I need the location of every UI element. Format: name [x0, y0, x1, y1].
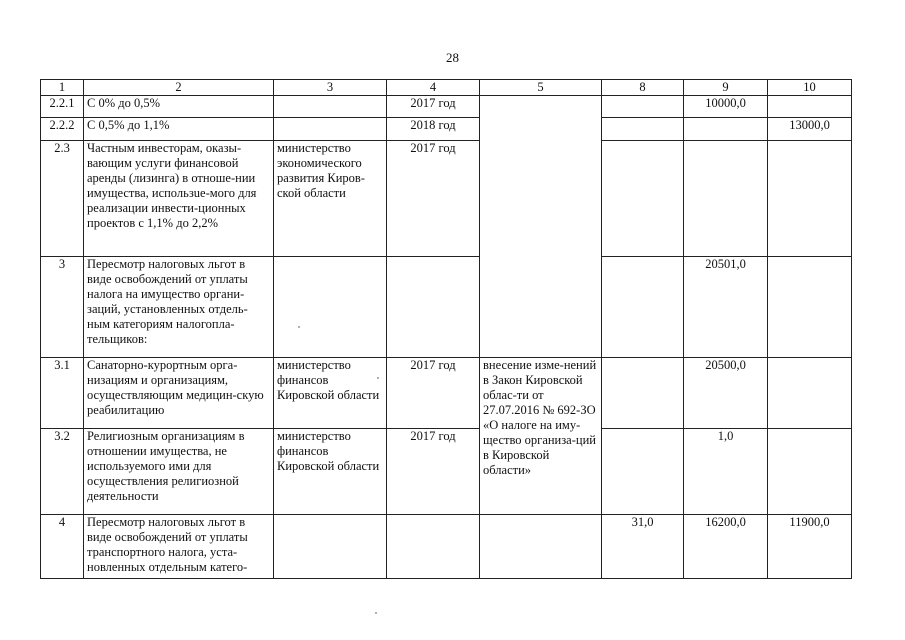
budget-table	[40, 79, 852, 579]
row-year: 2017 год	[387, 141, 480, 257]
row-name: Пересмотр налоговых льгот в виде освобождений от уплаты транспортного налога, уста-новленных отдельным катего-	[84, 515, 274, 579]
row-value-10: 13000,0	[768, 118, 852, 141]
row-name: С 0,5% до 1,1%	[84, 118, 274, 141]
table-row	[41, 96, 852, 118]
row-value-9: 20500,0	[684, 358, 768, 429]
table-row	[41, 118, 852, 141]
row-number: 3.1	[41, 358, 84, 429]
row-value-8	[602, 257, 684, 358]
row-name: С 0% до 0,5%	[84, 96, 274, 118]
row-basis	[480, 515, 602, 579]
row-year	[387, 515, 480, 579]
column-header: 8	[602, 80, 684, 96]
row-value-9	[684, 118, 768, 141]
row-name: Религиозным организациям в отношении имущества, не используемого ими для осуществления религиозной деятельности	[84, 429, 274, 515]
row-ministry: министерство финансов Кировской области	[274, 358, 387, 429]
column-header: 4	[387, 80, 480, 96]
row-value-8	[602, 429, 684, 515]
scan-speck	[298, 326, 300, 328]
row-number: 2.2.2	[41, 118, 84, 141]
column-header: 10	[768, 80, 852, 96]
row-value-9	[684, 141, 768, 257]
row-value-10	[768, 358, 852, 429]
row-basis	[480, 96, 602, 358]
table-row	[41, 358, 852, 429]
row-year: 2017 год	[387, 358, 480, 429]
scan-speck	[375, 612, 377, 614]
column-header: 5	[480, 80, 602, 96]
table-row	[41, 515, 852, 579]
row-number: 3	[41, 257, 84, 358]
row-value-8: 31,0	[602, 515, 684, 579]
row-value-9: 1,0	[684, 429, 768, 515]
page-number: 28	[446, 50, 459, 65]
row-value-8	[602, 118, 684, 141]
row-value-8	[602, 96, 684, 118]
row-year: 2018 год	[387, 118, 480, 141]
row-number: 2.3	[41, 141, 84, 257]
row-ministry	[274, 96, 387, 118]
row-number: 4	[41, 515, 84, 579]
row-value-8	[602, 141, 684, 257]
row-basis: внесение изме-нений в Закон Кировской облас-ти от 27.07.2016 № 692-ЗО «О налоге на иму-щество организа-ций в Кировской области»	[480, 358, 602, 515]
row-ministry: министерство экономического развития Киров-ской области	[274, 141, 387, 257]
row-value-10	[768, 96, 852, 118]
column-header: 9	[684, 80, 768, 96]
row-number: 2.2.1	[41, 96, 84, 118]
table-row	[41, 429, 852, 515]
row-value-9: 10000,0	[684, 96, 768, 118]
row-year: 2017 год	[387, 429, 480, 515]
table-row	[41, 141, 852, 257]
row-value-10: 11900,0	[768, 515, 852, 579]
table-row	[41, 257, 852, 358]
row-year: 2017 год	[387, 96, 480, 118]
row-ministry	[274, 515, 387, 579]
row-value-10	[768, 141, 852, 257]
row-year	[387, 257, 480, 358]
table-header-row	[41, 80, 852, 96]
row-name: Санаторно-курортным орга-низациям и организациям, осуществляющим медицин-скую реабилитацию	[84, 358, 274, 429]
row-ministry: министерство финансов Кировской области	[274, 429, 387, 515]
row-name: Пересмотр налоговых льгот в виде освобождений от уплаты налога на имущество органи-заций, установленных отдель-ным категориям налогопла-тельщиков:	[84, 257, 274, 358]
column-header: 2	[84, 80, 274, 96]
row-ministry	[274, 257, 387, 358]
row-value-9: 16200,0	[684, 515, 768, 579]
row-ministry	[274, 118, 387, 141]
row-value-9: 20501,0	[684, 257, 768, 358]
column-header: 3	[274, 80, 387, 96]
scan-speck	[377, 377, 379, 379]
row-value-10	[768, 257, 852, 358]
row-value-10	[768, 429, 852, 515]
column-header: 1	[41, 80, 84, 96]
row-number: 3.2	[41, 429, 84, 515]
row-name: Частным инвесторам, оказы-вающим услуги финансовой аренды (лизинга) в отноше-нии имущества, использue-мого для реализации инвести-ционных проектов с 1,1% до 2,2%	[84, 141, 274, 257]
row-value-8	[602, 358, 684, 429]
